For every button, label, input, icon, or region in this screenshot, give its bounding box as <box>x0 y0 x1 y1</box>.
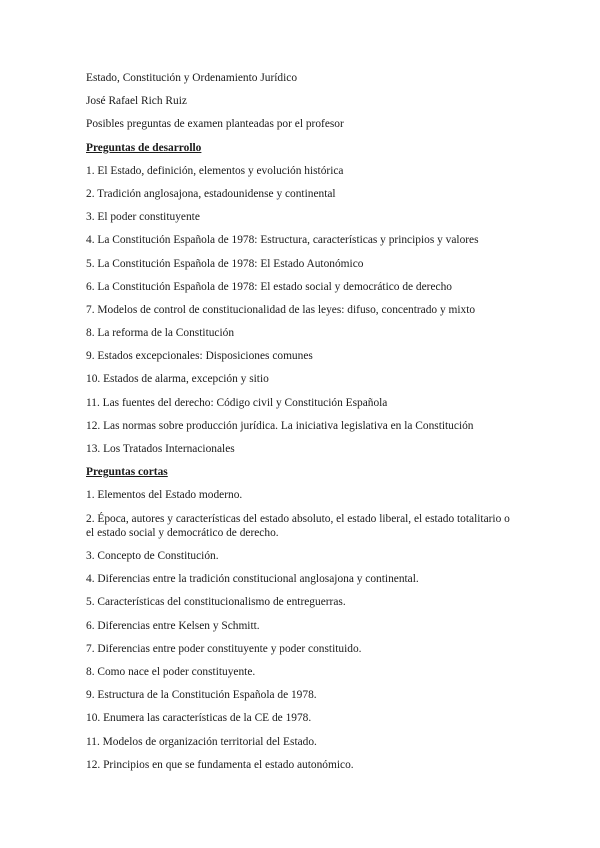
document-page <box>86 71 516 781</box>
list-item: 2. Época, autores y características del estado absoluto, el estado liberal, el estado totalitario o el estado social y democrático de derecho. <box>86 512 510 539</box>
list-item: 6. Diferencias entre Kelsen y Schmitt. <box>86 619 260 632</box>
list-item: 4. Diferencias entre la tradición constitucional anglosajona y continental. <box>86 573 419 586</box>
list-item: 8. La reforma de la Constitución <box>86 327 235 340</box>
list-item: 5. Características del constitucionalismo de entreguerras. <box>86 596 346 609</box>
document-author: José Rafael Rich Ruiz <box>86 95 187 108</box>
list-item: 4. La Constitución Española de 1978: Estructura, características y principios y valores <box>86 234 479 247</box>
list-item: 7. Modelos de control de constitucionalidad de las leyes: difuso, concentrado y mixto <box>86 303 476 316</box>
cortas-list <box>86 488 516 781</box>
list-item: 7. Diferencias entre poder constituyente y poder constituido. <box>86 642 362 655</box>
list-item: 2. Tradición anglosajona, estadounidense y continental <box>86 187 336 200</box>
list-item: 3. Concepto de Constitución. <box>86 550 219 563</box>
list-item: 6. La Constitución Española de 1978: El estado social y democrático de derecho <box>86 280 452 293</box>
list-item: 12. Las normas sobre producción jurídica. La iniciativa legislativa en la Constitución <box>86 419 474 432</box>
list-item: 9. Estados excepcionales: Disposiciones comunes <box>86 350 313 363</box>
list-item: 12. Principios en que se fundamenta el estado autonómico. <box>86 758 354 771</box>
list-item: 8. Como nace el poder constituyente. <box>86 666 256 678</box>
list-item: 3. El poder constituyente <box>86 211 200 224</box>
document-title: Estado, Constitución y Ordenamiento Jurídico <box>86 72 298 84</box>
list-item: 10. Estados de alarma, excepción y sitio <box>86 373 269 386</box>
list-item: 1. Elementos del Estado moderno. <box>86 489 243 502</box>
document-subtitle: Posibles preguntas de examen planteadas por el profesor <box>86 118 344 131</box>
desarrollo-list <box>86 164 516 465</box>
section-heading-desarrollo: Preguntas de desarrollo <box>86 141 202 154</box>
list-item: 5. La Constitución Española de 1978: El Estado Autonómico <box>86 257 364 270</box>
list-item: 11. Modelos de organización territorial del Estado. <box>86 735 317 748</box>
section-heading-cortas: Preguntas cortas <box>86 466 168 479</box>
list-item: 1. El Estado, definición, elementos y evolución histórica <box>86 164 344 177</box>
list-item: 13. Los Tratados Internacionales <box>86 443 235 455</box>
list-item: 9. Estructura de la Constitución Española de 1978. <box>86 689 317 702</box>
list-item: 11. Las fuentes del derecho: Código civil y Constitución Española <box>86 396 388 409</box>
list-item: 10. Enumera las características de la CE de 1978. <box>86 712 312 725</box>
